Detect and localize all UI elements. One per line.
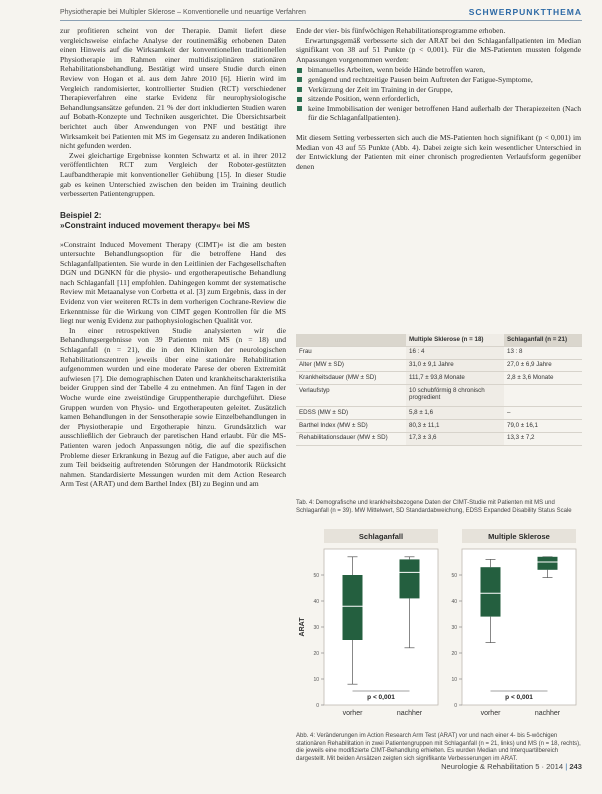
table-row bbox=[296, 407, 582, 420]
figure-caption: Abb. 4: Veränderungen im Action Research Arm Test (ARAT) vor und nach einer 4- bis 5-wöchigen stationären Rehabilitation in zwei Patientengruppen mit Schlaganfall (n = 21, links) und MS (n = 18, rechts), die jeweils eine modifizierte CIMT-Behandlung erhielten. Es wurden Median und Interquartilbereich dargestellt. Mit beiden Ansätzen zeigten sich signifikante Verbesserungen im ARAT. bbox=[296, 733, 581, 762]
journal-name: Neurologie & Rehabilitation 5 · 2014 bbox=[441, 762, 564, 771]
page-footer bbox=[441, 762, 582, 771]
x-category-label: vorher bbox=[342, 710, 363, 717]
body-paragraph: zur profitieren scheint von der Therapie. Damit liefert diese vergleichsweise einfache Analyse der routinemäßig erhobenen Daten einen Hinweis auf die Wirksamkeit der konventionellen traditionellen Physiotherapie im Rahmen einer multidisziplinären stationären Rehabilitationsbehandlung. Bestätigt wird unsere Studie durch einen Review von Hogan et al. aus dem Jahre 2010 [6]. Hierin wird im Vergleich randomisierter, kontrollierter Studien (RCT) verschiedener Therapieverfahren eine starke Evidenz für neurophysiologische Behandlungsansätze gefunden. 21 % der dort inkludierten Studien waren auf Bobath-Konzepte und Techniken ausgerichtet. Die Übersichtsarbeit berichtet auch über Anwendungen von PNF und bestätigt ihre Wirksamkeit bei Patienten mit MS im Gegensatz zu anderen Indikationen nicht gefunden werden. bbox=[60, 26, 286, 151]
arat-boxplot-figure bbox=[296, 527, 582, 732]
table-cell bbox=[504, 385, 582, 407]
adaptation-list bbox=[296, 65, 581, 123]
box-iqr bbox=[400, 559, 420, 598]
box-iqr bbox=[481, 567, 501, 616]
table-caption: Tab. 4: Demografische und krankheitsbezogene Daten der CIMT-Studie mit Patienten mit MS und Schlaganfall (n = 39). MW Mittelwert, SD Standardabweichung, EDSS Expanded Disability Status Scale bbox=[296, 500, 572, 514]
demographics-table bbox=[296, 334, 582, 446]
y-tick-label: 0 bbox=[454, 703, 457, 709]
right-column bbox=[296, 26, 581, 171]
table-cell: 2,8 ± 3,6 Monate bbox=[504, 372, 582, 385]
box-iqr bbox=[538, 557, 558, 570]
table-row bbox=[296, 432, 582, 445]
y-tick-label: 40 bbox=[451, 599, 457, 605]
table-cell: EDSS (MW ± SD) bbox=[296, 407, 406, 420]
y-tick-label: 20 bbox=[313, 651, 319, 657]
table-row bbox=[296, 385, 582, 407]
body-paragraph: Ende der vier- bis fünfwöchigen Rehabilitationsprogramme erhoben. bbox=[296, 26, 506, 35]
table-row bbox=[296, 372, 582, 385]
table-cell: 13,3 ± 7,2 bbox=[504, 432, 582, 445]
table-cell: Alter (MW ± SD) bbox=[296, 359, 406, 372]
page-number: 243 bbox=[569, 762, 582, 771]
left-column bbox=[60, 26, 286, 489]
x-category-label: vorher bbox=[480, 710, 501, 717]
table-row bbox=[296, 420, 582, 433]
list-item: Verkürzung der Zeit im Training in der Gruppe, bbox=[296, 85, 581, 95]
y-tick-label: 0 bbox=[316, 703, 319, 709]
y-tick-label: 10 bbox=[313, 677, 319, 683]
running-header-title: Physiotherapie bei Multipler Sklerose – Konventionelle und neuartige Verfahren bbox=[60, 9, 306, 16]
table-cell: 80,3 ± 11,1 bbox=[406, 420, 504, 433]
example-heading-line-2: »Constraint induced movement therapy« bei MS bbox=[60, 220, 250, 231]
panel-title: Schlaganfall bbox=[358, 532, 404, 541]
significance-label: p < 0,001 bbox=[367, 694, 395, 701]
y-tick-label: 30 bbox=[451, 625, 457, 631]
table-cell: 13 : 8 bbox=[504, 346, 582, 359]
table-row bbox=[296, 346, 582, 359]
running-header bbox=[60, 6, 582, 21]
x-category-label: nachher bbox=[396, 710, 423, 717]
table-cell: Frau bbox=[296, 346, 406, 359]
table-cell: 5,8 ± 1,6 bbox=[406, 407, 504, 420]
section-label: SCHWERPUNKTTHEMA bbox=[468, 7, 582, 17]
table-header-cell bbox=[296, 334, 406, 346]
list-item: keine Immobilisation der weniger betroffenen Hand außerhalb der Therapiezeiten (Nach für die Schlaganfallpatienten). bbox=[296, 104, 581, 123]
example-heading bbox=[60, 210, 286, 231]
table-cell: Rehabilitationsdauer (MW ± SD) bbox=[296, 432, 406, 445]
significance-label: p < 0,001 bbox=[505, 694, 533, 701]
list-item: bimanuelles Arbeiten, wenn beide Hände betroffen waren, bbox=[296, 65, 581, 75]
y-axis-label: ARAT bbox=[299, 617, 306, 637]
body-paragraph: In einer retrospektiven Studie analysierten wir die Behandlungsergebnisse von 39 Patienten mit MS (n = 18) und Schlaganfall (n = 21), die in den Kliniken der neurologischen Rehabilitationszentren jeweils über eine stationäre Rehabilitation aufgenommen wurden und eine moderate Parese der oberen Extremität aufwiesen [7]. Die demographischen Daten und krankheitscharakteristika beider Gruppen sind der Tabelle 4 zu entnehmen. An fünf Tagen in der Woche wurde eine zweistündige Gruppentherapie durchgeführt. Diese Gruppen wurden von Physio- und Ergotherapeuten geleitet. Zusätzlich kamen Behandlungen in der Sensotherapie sowie Einzelbehandlungen in der Physiotherapie und Ergotherapie hinzu. Grundsätzlich war ausschließlich der Gebrauch der paretischen Hand erlaubt. Für die MS-Patienten waren jedoch Anpassungen nötig, die auf die spezifischen Probleme dieser Erkrankung in Bezug auf die Fatigue, aber auch auf die zum Teil beidseitig auftretenden Störungen der Handmotorik Rücksicht nahmen. Standardisierte Messungen wurden mit dem Action Research Arm Test (ARAT) und dem Barthel Index (BI) zu Beginn und am bbox=[60, 325, 286, 489]
box-iqr bbox=[343, 575, 363, 640]
y-tick-label: 50 bbox=[313, 573, 319, 579]
body-paragraph: Mit diesem Setting verbesserten sich auch die MS-Patienten hoch signifikant (p < 0,001) im Median von 43 auf 55 Punkte (Abb. 4). Dabei zeigte sich kein wesentlicher Unterschied in der Entwicklung der Patienten mit einer chronisch progredienten Verlaufsform gegenüber denen bbox=[296, 132, 581, 171]
x-category-label: nachher bbox=[534, 710, 561, 717]
body-paragraph: Zwei gleichartige Ergebnisse konnten Schwartz et al. in ihrer 2012 veröffentlichten RCT zum Vergleich der Roboter-gestützten Laufbandtherapie mit konventioneller Gehübung [15]. In dieser Studie gab es keinen Unterschied zwischen den beiden im Training deutlich verbesserten Patientengruppen. bbox=[60, 150, 286, 199]
body-paragraph: Erwartungsgemäß verbesserte sich der ARAT bei den Schlaganfallpatienten im Median signifikant von 38 auf 51 Punkte (p < 0,001). Für die MS-Patienten mussten folgende Anpassungen vorgenommen werden: bbox=[296, 35, 581, 64]
table-cell: Verlaufstyp bbox=[296, 385, 406, 407]
table-cell: Krankheitsdauer (MW ± SD) bbox=[296, 372, 406, 385]
table-cell: Barthel Index (MW ± SD) bbox=[296, 420, 406, 433]
list-item: sitzende Position, wenn erforderlich, bbox=[296, 94, 581, 104]
table-cell: 10 schubförmig 8 chronisch progredient bbox=[406, 385, 504, 407]
table-header-cell: Schlaganfall (n = 21) bbox=[504, 334, 582, 346]
footer-separator: | bbox=[565, 762, 568, 771]
table-cell: 111,7 ± 93,8 Monate bbox=[406, 372, 504, 385]
plot-area bbox=[462, 549, 576, 705]
y-tick-label: 20 bbox=[451, 651, 457, 657]
plot-area bbox=[324, 549, 438, 705]
body-paragraph: »Constraint Induced Movement Therapy (CIMT)« ist die am besten untersuchte Behandlungsoption für die betroffene Hand des Schlaganfallpatienten. Sie wurde in den Leitlinien der Fachgesellschaften DGN und DGNKN für die physio- und ergotherapeutische Behandlung nach Schlaganfall [11] empfohlen. Dahingegen kommt der systematische Review mit Metaanalyse von Corbetta et al. [3] zum Ergebnis, dass in der Evidenz von vier weiteren RCTs in dem vorherigen Cochrane-Review die Erkenntnisse für die Wirkung von CIMT gegen Kontrollen für die MS liegt nur wenig Evidenz zur pathophysiologischen Qualität vor. bbox=[60, 239, 286, 326]
table-row bbox=[296, 359, 582, 372]
y-tick-label: 30 bbox=[313, 625, 319, 631]
table-header-row bbox=[296, 334, 582, 346]
y-tick-label: 50 bbox=[451, 573, 457, 579]
table-cell: – bbox=[504, 407, 582, 420]
list-item: genügend und rechtzeitige Pausen beim Auftreten der Fatigue-Symptome, bbox=[296, 75, 581, 85]
table-cell: 17,3 ± 3,6 bbox=[406, 432, 504, 445]
table-cell: 27,0 ± 6,9 Jahre bbox=[504, 359, 582, 372]
table-cell: 31,0 ± 9,1 Jahre bbox=[406, 359, 504, 372]
table-header-cell: Multiple Sklerose (n = 18) bbox=[406, 334, 504, 346]
table-cell: 79,0 ± 16,1 bbox=[504, 420, 582, 433]
table-cell: 16 : 4 bbox=[406, 346, 504, 359]
example-heading-line-1: Beispiel 2: bbox=[60, 209, 102, 220]
y-tick-label: 40 bbox=[313, 599, 319, 605]
panel-title: Multiple Sklerose bbox=[488, 532, 550, 541]
y-tick-label: 10 bbox=[451, 677, 457, 683]
